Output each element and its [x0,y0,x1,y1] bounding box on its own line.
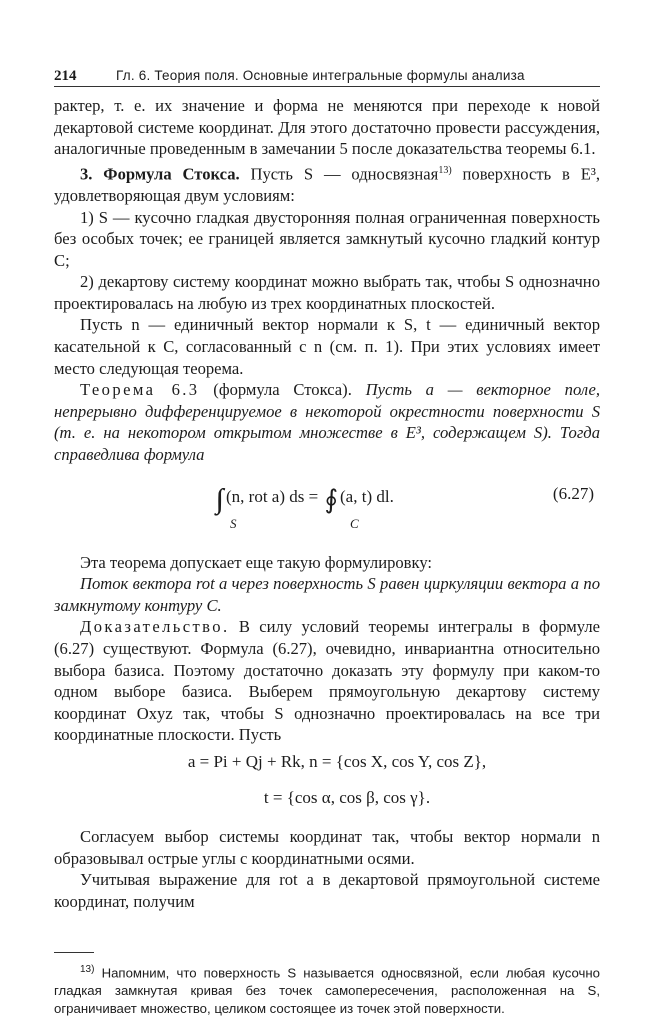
theorem-reformulation: Поток вектора rot a через поверхность S равен циркуляции вектора a по замкнутому контуру C. [54,574,600,615]
paragraph-stokes-intro [54,160,600,207]
footnote-text: Напомним, что поверхность S называется односвязной, если любая кусочно гладкая замкнутая кривая без точек самопересечения, расположенная на S, ограничивает множество, целиком состоящее из точек этой поверхности. [54,965,600,1016]
running-title: Гл. 6. Теория поля. Основные интегральные формулы анализа [116,68,525,83]
formula-lhs: (n, rot a) ds [226,486,305,506]
footnote-mark: 13) [80,964,95,976]
equation-vector-decomposition: a = Pi + Qj + Rk, n = {cos X, cos Y, cos Z}, [187,751,487,771]
book-page [54,62,600,1017]
formula-sub-c: C [350,515,359,531]
stokes-intro-text-b: поверхность в E³, удовлетворяющая двум условиям: [54,164,600,205]
paragraph-reformulation: Эта теорема допускает еще такую формулировку: [80,552,433,572]
paragraph-continuation: рактер, т. е. их значение и форма не меняются при переходе к новой декартовой системе координат. Для этого достаточно провести рассуждения, аналогичные проведенным в замечании 5 после доказательства теоремы 6.1. [54,96,600,159]
formula-rhs: (a, t) dl. [340,486,394,506]
contour-integral-icon: ∮ [324,484,339,514]
stokes-formula [54,466,600,552]
footnote-ref[interactable]: 13) [438,164,452,176]
proof-text: В силу условий теоремы интегралы в формуле (6.27) существуют. Формула (6.27), очевидно, инвариантна относительно выбора базиса. Поэтому достаточно доказать эту формулу при каком-то одном выборе базиса. Выберем прямоугольную декартову систему координат Oxyz так, чтобы S однозначно проектировалась на все три координатные плоскости. Пусть [54,617,600,745]
equation-number: (6.27) [552,483,594,503]
paragraph-orientation: Согласуем выбор системы координат так, чтобы вектор нормали n образовывал острые углы с координатными осями. [54,826,600,868]
condition-1: 1) S — кусочно гладкая двусторонняя полная ограниченная поверхность без особых точек; ее границей является замкнутый кусочно гладкий контур C; [54,207,600,270]
theorem-statement: Пусть a — векторное поле, непрерывно дифференцируемое в некоторой окрестности поверхности S (т. е. на некотором открытом множестве в E³, содержащем S). Тогда справедлива формула [54,380,600,465]
theorem-paren: (формула Стокса). [199,380,366,400]
theorem-label: Теорема 6.3 [80,380,200,400]
header-rule [54,86,600,87]
formula-body [216,484,394,516]
footnote-13 [54,961,600,1017]
footnote-rule [54,952,94,953]
formula-sub-s: S [230,515,237,531]
equation-tangent-vector: t = {cos α, cos β, cos γ}. [263,787,431,807]
paragraph-rot-expression: Учитывая выражение для rot a в декартовой прямоугольной системе координат, получим [54,870,600,911]
paragraph-definitions: Пусть n — единичный вектор нормали к S, t — единичный вектор касательной к C, согласованный с n (см. п. 1). При этих условиях имеет место следующая теорема. [54,315,600,378]
page-number: 214 [54,68,77,84]
formula-eq: = [304,486,323,506]
condition-2: 2) декартову систему координат можно выбрать так, чтобы S однозначно проектировалась на любую из трех координатных плоскостей. [54,272,600,313]
proof-paragraph [54,616,600,746]
proof-label: Доказательство. [80,617,230,637]
theorem-6-3 [54,379,600,465]
page-header [54,62,600,86]
section-heading: 3. Формула Стокса. [80,164,240,184]
stokes-intro-text-a: Пусть S — односвязная [239,164,439,184]
